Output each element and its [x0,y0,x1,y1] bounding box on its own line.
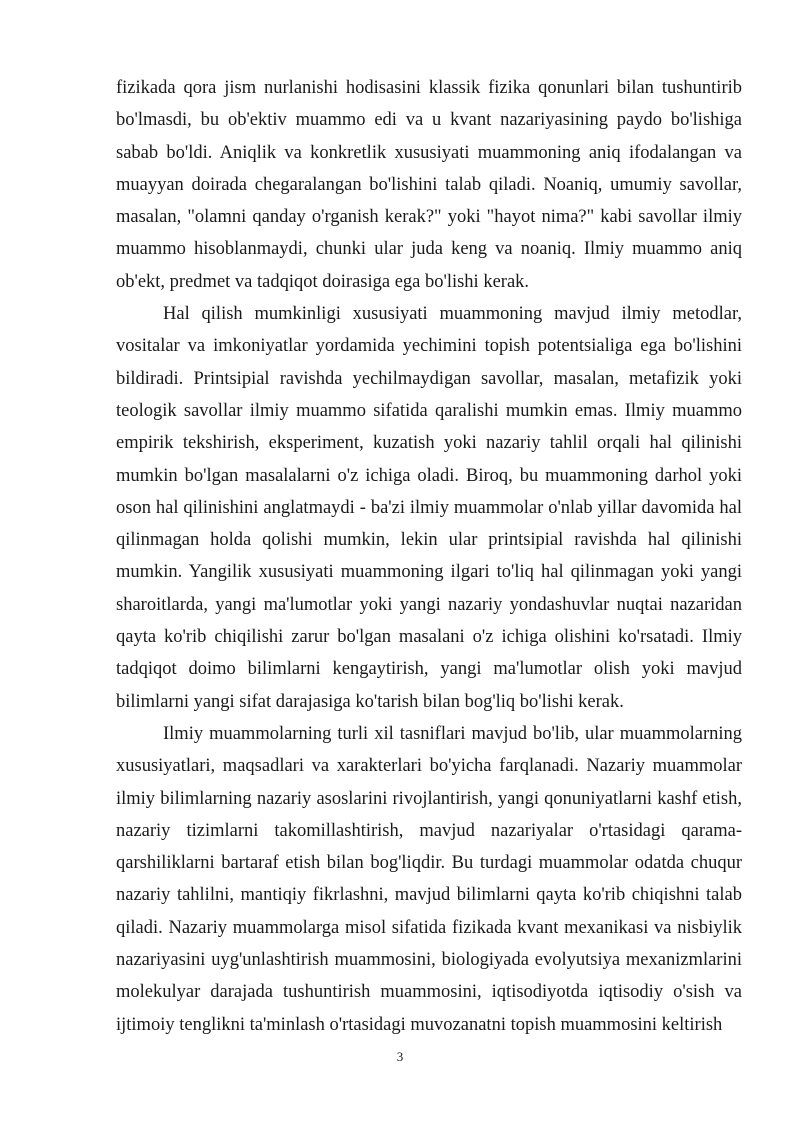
page-body [116,72,742,1041]
paragraph-continued: fizikada qora jism nurlanishi hodisasini klassik fizika qonunlari bilan tushuntirib bo'lmasdi, bu ob'ektiv muammo edi va u kvant nazariyasining paydo bo'lishiga sabab bo'ldi. Aniqlik va konkretlik xususiyati muammoning aniq ifodalangan va muayyan doirada chegaralangan bo'lishini talab qiladi. Noaniq, umumiy savollar, masalan, "olamni qanday o'rganish kerak?" yoki "hayot nima?" kabi savollar ilmiy muammo hisoblanmaydi, chunki ular juda keng va noaniq. Ilmiy muammo aniq ob'ekt, predmet va tadqiqot doirasiga ega bo'lishi kerak. [116,78,742,292]
page-number: 3 [396,1049,404,1064]
paragraph-solvability: Hal qilish mumkinligi xususiyati muammoning mavjud ilmiy metodlar, vositalar va imkoniyatlar yordamida yechimini topish potentsialiga ega bo'lishini bildiradi. Printsipial ravishda yechilmaydigan savollar, masalan, metafizik yoki teologik savollar ilmiy muammo sifatida qaralishi mumkin emas. Ilmiy muammo empirik tekshirish, eksperiment, kuzatish yoki nazariy tahlil orqali hal qilinishi mumkin bo'lgan masalalarni o'z ichiga oladi. Biroq, bu muammoning darhol yoki oson hal qilinishini anglatmaydi - ba'zi ilmiy muammolar o'nlab yillar davomida hal qilinmagan holda qolishi mumkin, lekin ular printsipial ravishda hal qilinishi mumkin. Yangilik xususiyati muammoning ilgari to'liq hal qilinmagan yoki yangi sharoitlarda, yangi ma'lumotlar yoki yangi nazariy yondashuvlar nuqtai nazaridan qayta ko'rib chiqilishi zarur bo'lgan masalani o'z ichiga olishini ko'rsatadi. Ilmiy tadqiqot doimo bilimlarni kengaytirish, yangi ma'lumotlar olish yoki mavjud bilimlarni yangi sifat darajasiga ko'tarish bilan bog'liq bo'lishi kerak. [116,304,742,712]
paragraph-classification: Ilmiy muammolarning turli xil tasniflari mavjud bo'lib, ular muammolarning xususiyatlari, maqsadlari va xarakterlari bo'yicha farqlanadi. Nazariy muammolar ilmiy bilimlarning nazariy asoslarini rivojlantirish, yangi qonuniyatlarni kashf etish, nazariy tizimlarni takomillashtirish, mavjud nazariyalar o'rtasidagi qarama-qarshiliklarni bartaraf etish bilan bog'liqdir. Bu turdagi muammolar odatda chuqur nazariy tahlilni, mantiqiy fikrlashni, mavjud bilimlarni qayta ko'rib chiqishni talab qiladi. Nazariy muammolarga misol sifatida fizikada kvant mexanikasi va nisbiylik nazariyasini uyg'unlashtirish muammosini, biologiyada evolyutsiya mexanizmlarini molekulyar darajada tushuntirish muammosini, iqtisodiyotda iqtisodiy o'sish va ijtimoiy tenglikni ta'minlash o'rtasidagi muvozanatni topish muammosini keltirish [116,723,742,1035]
